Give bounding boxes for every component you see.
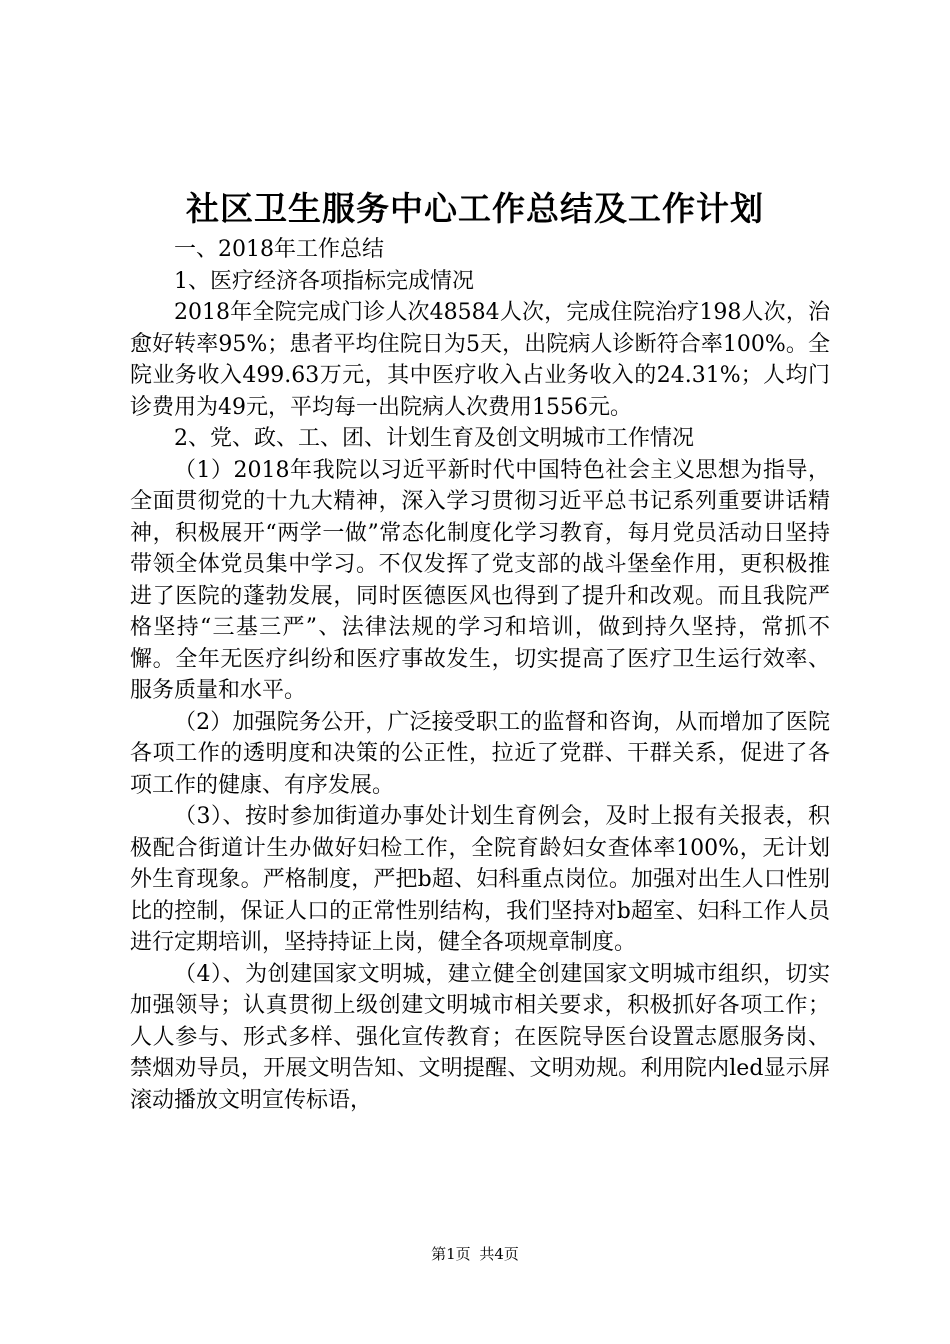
paragraph: （1）2018年我院以习近平新时代中国特色社会主义思想为指导，全面贯彻党的十九大精神，深入学习贯彻习近平总书记系列重要讲话精神，积极展开“两学一做”常态化制度化学习教育，每月党员活动日坚持带领全体党员集中学习。不仅发挥了党支部的战斗堡垒作用，更积极推进了医院的蓬勃发展，同时医德医风也得到了提升和改观。而且我院严格坚持“三基三严”、法律法规的学习和培训，做到持久坚持，常抓不懈。全年无医疗纠纷和医疗事故发生，切实提高了医疗卫生运行效率、服务质量和水平。 — [130, 457, 830, 703]
paragraph: （4）、为创建国家文明城，建立健全创建国家文明城市组织，切实加强领导；认真贯彻上级创建文明城市相关要求，积极抓好各项工作；人人参与、形式多样、强化宣传教育；在医院导医台设置志愿服务岗、禁烟劝导员，开展文明告知、文明提醒、文明劝规。利用院内led显示屏滚动播放文明宣传标语， — [130, 961, 830, 1113]
subsection-heading: 2、党、政、工、团、计划生育及创文明城市工作情况 — [174, 426, 694, 451]
document-title: 社区卫生服务中心工作总结及工作计划 — [186, 189, 764, 228]
paragraph: 2018年全院完成门诊人次48584人次，完成住院治疗198人次，治愈好转率95%；患者平均住院日为5天，出院病人诊断符合率100%。全院业务收入499.63万元，其中医疗收入占业务收入的24.31%；人均门诊费用为49元，平均每一出院病人次费用1556元。 — [130, 300, 830, 420]
document-body — [130, 234, 830, 1116]
section-heading: 一、2018年工作总结 — [174, 237, 384, 262]
paragraph: （3）、按时参加街道办事处计划生育例会，及时上报有关报表，积极配合街道计生办做好妇检工作，全院育龄妇女查体率100%，无计划外生育现象。严格制度，严把b超、妇科重点岗位。加强对出生人口性别比的控制，保证人口的正常性别结构，我们坚持对b超室、妇科工作人员进行定期培训，坚持持证上岗，健全各项规章制度。 — [130, 804, 830, 955]
subsection-heading: 1、医疗经济各项指标完成情况 — [174, 268, 474, 294]
total-pages: 共4页 — [479, 1245, 519, 1263]
paragraph: （2）加强院务公开，广泛接受职工的监督和咨询，从而增加了医院各项工作的透明度和决策的公正性，拉近了党群、干群关系，促进了各项工作的健康、有序发展。 — [130, 709, 830, 798]
page-footer — [0, 1244, 950, 1264]
page-number: 第1页 — [431, 1245, 471, 1263]
